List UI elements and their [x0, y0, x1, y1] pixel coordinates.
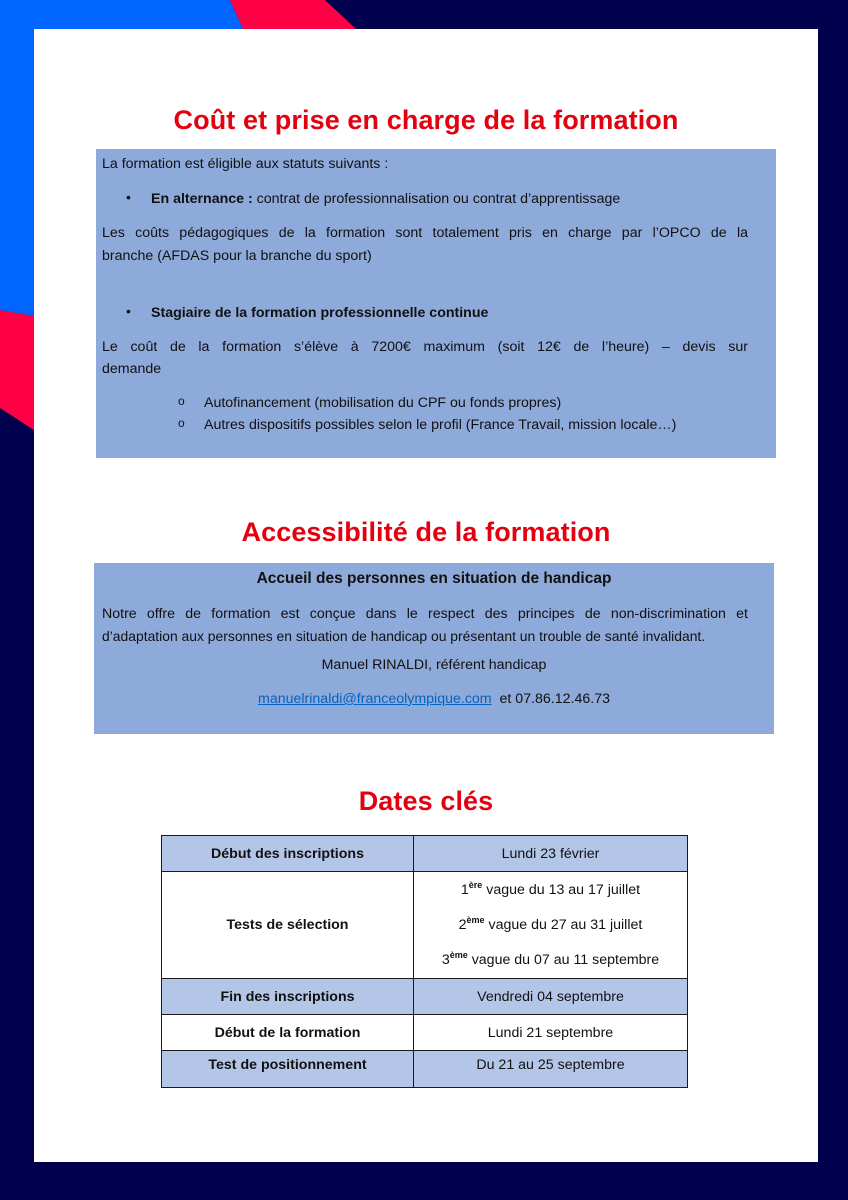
contact-line	[94, 689, 774, 709]
cost-section-title: Coût et prise en charge de la formation	[173, 105, 679, 135]
cost-info-box	[96, 149, 776, 458]
alternance-detail-line2: branche (AFDAS pour la branche du sport)	[102, 248, 372, 264]
stagiaire-detail-line2: demande	[102, 361, 162, 377]
table-row	[162, 1015, 688, 1051]
accessibility-subtitle: Accueil des personnes en situation de handicap	[256, 570, 612, 587]
table-row	[162, 979, 688, 1015]
accessibility-info-box	[94, 563, 774, 734]
table-row	[162, 872, 688, 979]
alternance-item	[151, 189, 620, 209]
row-label: Fin des inscriptions	[162, 979, 414, 1015]
row-value: Vendredi 04 septembre	[414, 979, 688, 1015]
row-value: Lundi 21 septembre	[414, 1015, 688, 1051]
row-label: Début de la formation	[162, 1015, 414, 1051]
document-page	[34, 29, 818, 1162]
row-value: Lundi 23 février	[414, 836, 688, 872]
row-value: Du 21 au 25 septembre	[414, 1051, 688, 1088]
referent-name: Manuel RINALDI, référent handicap	[321, 657, 547, 673]
circle-bullet-icon: o	[178, 416, 185, 430]
phone-text: et 07.86.12.46.73	[499, 691, 610, 707]
row-value-waves	[414, 872, 688, 979]
alternance-label: En alternance :	[151, 191, 253, 207]
table-row	[162, 1051, 688, 1088]
funding-option: Autres dispositifs possibles selon le profil (France Travail, mission locale…)	[204, 417, 677, 433]
email-link[interactable]: manuelrinaldi@franceolympique.com	[258, 691, 492, 707]
funding-option: Autofinancement (mobilisation du CPF ou fonds propres)	[204, 395, 562, 411]
stagiaire-detail-line1: Le coût de la formation s’élève à 7200€ maximum (soit 12€ de l’heure) – devis sur	[102, 339, 748, 355]
wave-item: 1ère vague du 13 au 17 juillet	[460, 879, 641, 898]
alternance-text: contrat de professionnalisation ou contrat d’apprentissage	[252, 191, 621, 207]
key-dates-table	[161, 835, 688, 1088]
row-label: Tests de sélection	[162, 872, 414, 979]
bullet-icon: •	[126, 303, 131, 319]
bullet-icon: •	[126, 189, 131, 205]
dates-section-title: Dates clés	[358, 786, 494, 816]
table-row	[162, 836, 688, 872]
row-label: Début des inscriptions	[162, 836, 414, 872]
cost-intro: La formation est éligible aux statuts suivants :	[102, 156, 389, 172]
accessibility-section-title: Accessibilité de la formation	[241, 517, 611, 547]
row-label: Test de positionnement	[162, 1051, 414, 1088]
wave-item: 3ème vague du 07 au 11 septembre	[441, 949, 660, 968]
circle-bullet-icon: o	[178, 394, 185, 408]
alternance-detail-line1: Les coûts pédagogiques de la formation sont totalement pris en charge par l’OPCO de la	[102, 225, 748, 241]
wave-item: 2ème vague du 27 au 31 juillet	[458, 914, 643, 933]
accessibility-text-line2: d’adaptation aux personnes en situation de handicap ou présentant un trouble de santé invalidant.	[102, 628, 706, 644]
stagiaire-label: Stagiaire de la formation professionnelle continue	[151, 305, 489, 321]
accessibility-text-line1: Notre offre de formation est conçue dans le respect des principes de non-discrimination et	[102, 606, 748, 622]
